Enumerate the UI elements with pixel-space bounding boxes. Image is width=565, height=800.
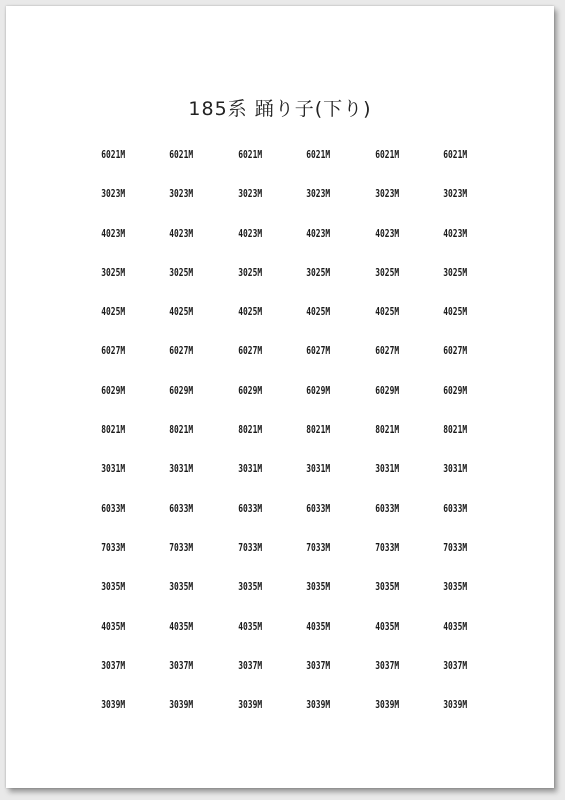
train-number-label: 3037M: [238, 658, 262, 672]
train-number-label: 3023M: [374, 187, 399, 201]
train-number-label: 3037M: [306, 658, 331, 672]
train-number-label: 3039M: [374, 698, 399, 712]
train-number-label: 8021M: [443, 423, 468, 437]
train-number-label: 3037M: [169, 658, 194, 672]
train-number-label: 8021M: [238, 423, 262, 437]
train-number-label: 3039M: [443, 698, 468, 712]
train-number-label: 4035M: [169, 619, 194, 633]
train-number-label: 4025M: [238, 305, 262, 319]
train-number-label: 4025M: [169, 305, 194, 319]
train-number-label: 6033M: [443, 501, 468, 515]
train-number-label: 3023M: [169, 187, 194, 201]
train-number-label: 3025M: [374, 265, 399, 279]
train-number-label: 6029M: [306, 383, 331, 397]
train-number-label: 3031M: [306, 462, 331, 476]
train-number-label: 4023M: [306, 226, 331, 240]
train-number-label: 6021M: [169, 148, 194, 161]
train-number-label: 6033M: [238, 501, 262, 515]
train-number-label: 4023M: [169, 226, 194, 240]
train-number-label: 6021M: [238, 148, 262, 161]
train-number-label: 4023M: [443, 226, 468, 240]
train-number-label: 4025M: [306, 305, 331, 319]
train-number-label: 4025M: [101, 305, 126, 319]
train-number-label: 7033M: [101, 540, 126, 554]
train-number-label: 3039M: [101, 698, 126, 712]
train-number-label: 6029M: [443, 383, 468, 397]
train-number-label: 6033M: [101, 501, 126, 515]
train-number-label: 6021M: [374, 148, 399, 161]
train-number-label: 4025M: [443, 305, 468, 319]
train-number-label: 3025M: [238, 265, 262, 279]
train-number-label: 7033M: [238, 540, 262, 554]
train-number-label: 3025M: [169, 265, 194, 279]
train-number-label: 6033M: [169, 501, 194, 515]
train-number-label: 3031M: [169, 462, 194, 476]
train-number-label: 6027M: [238, 344, 262, 358]
train-number-label: 8021M: [374, 423, 399, 437]
train-number-label: 3039M: [238, 698, 262, 712]
train-number-label: 3031M: [101, 462, 126, 476]
train-number-label: 6029M: [169, 383, 194, 397]
train-number-label: 7033M: [374, 540, 399, 554]
train-number-label: 4035M: [443, 619, 468, 633]
train-number-label: 6021M: [306, 148, 331, 161]
train-number-label: 7033M: [169, 540, 194, 554]
train-number-label: 3023M: [238, 187, 262, 201]
train-number-label: 6021M: [101, 148, 126, 161]
train-number-label: 3025M: [443, 265, 468, 279]
train-number-label: 4035M: [306, 619, 331, 633]
train-number-label: 3035M: [374, 580, 399, 594]
train-number-label: 6033M: [306, 501, 331, 515]
train-number-grid: [79, 148, 489, 737]
train-number-label: 3035M: [443, 580, 468, 594]
train-number-label: 6033M: [374, 501, 399, 515]
train-number-label: 4025M: [374, 305, 399, 319]
train-number-label: 3035M: [238, 580, 262, 594]
train-number-label: 4023M: [101, 226, 126, 240]
train-number-label: 6027M: [169, 344, 194, 358]
train-number-label: 3035M: [169, 580, 194, 594]
page-title: 185系 踊り子(下り): [188, 98, 372, 120]
train-number-label: 6029M: [374, 383, 399, 397]
train-number-label: 6027M: [374, 344, 399, 358]
train-number-label: 6029M: [238, 383, 262, 397]
train-number-label: 6027M: [443, 344, 468, 358]
train-number-label: 3039M: [306, 698, 331, 712]
train-number-label: 4023M: [374, 226, 399, 240]
train-number-label: 8021M: [306, 423, 331, 437]
train-number-label: 3037M: [374, 658, 399, 672]
train-number-label: 3037M: [443, 658, 468, 672]
train-number-label: 3025M: [101, 265, 126, 279]
train-number-label: 6027M: [101, 344, 126, 358]
train-number-label: 4035M: [374, 619, 399, 633]
train-number-label: 3025M: [306, 265, 331, 279]
train-number-label: 3023M: [101, 187, 126, 201]
train-number-label: 3035M: [101, 580, 126, 594]
train-number-label: 6021M: [443, 148, 468, 161]
train-number-label: 3023M: [443, 187, 468, 201]
train-number-label: 3035M: [306, 580, 331, 594]
train-number-label: 4035M: [238, 619, 262, 633]
train-number-label: 3037M: [101, 658, 126, 672]
train-number-label: 4023M: [238, 226, 262, 240]
train-number-label: 8021M: [169, 423, 194, 437]
train-number-label: 6027M: [306, 344, 331, 358]
train-number-label: 3031M: [374, 462, 399, 476]
train-number-label: 3031M: [238, 462, 262, 476]
train-number-label: 3023M: [306, 187, 331, 201]
document-page: [6, 6, 554, 788]
train-number-label: 3031M: [443, 462, 468, 476]
train-number-label: 7033M: [306, 540, 331, 554]
train-number-label: 3039M: [169, 698, 194, 712]
train-number-label: 7033M: [443, 540, 468, 554]
train-number-label: 4035M: [101, 619, 126, 633]
train-number-label: 6029M: [101, 383, 126, 397]
train-number-label: 8021M: [101, 423, 126, 437]
